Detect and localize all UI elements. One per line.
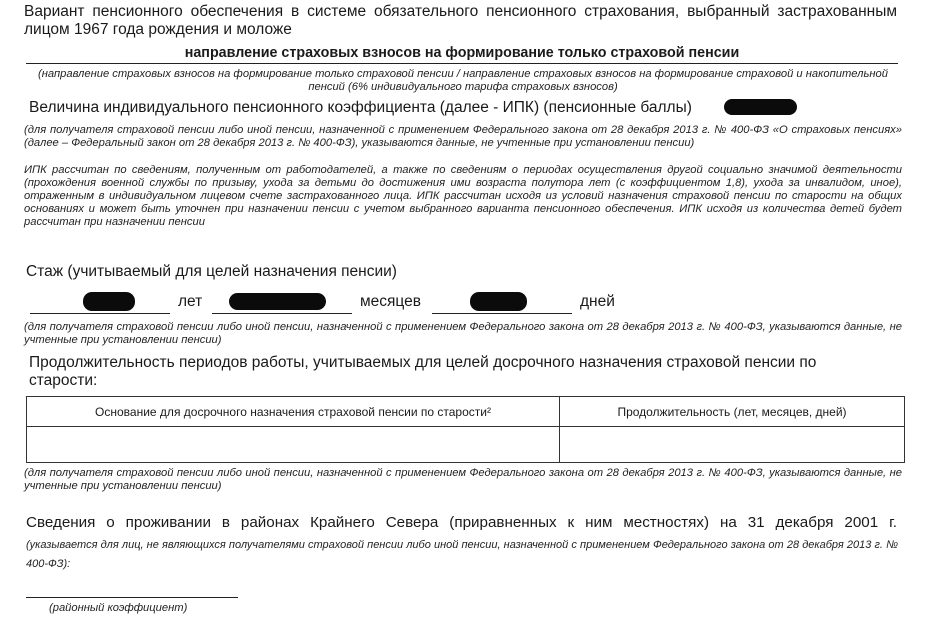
early-periods-label: Продолжительность периодов работы, учитываемых для целей досрочного назначения страховой пенсии по старости:: [29, 354, 817, 389]
coef-caption: (районный коэффициент): [49, 602, 188, 614]
variant-selected-value: направление страховых взносов на формирование только страховой пенсии: [184, 45, 740, 61]
variant-underline: [26, 63, 898, 64]
years-redacted: [83, 292, 135, 311]
north-note: (указывается для лиц, не являющихся получателями страховой пенсии либо иной пенсии, назначенной с применением Федерального закона от 28 декабря 2013 г. № 400-ФЗ):: [26, 539, 898, 570]
stazh-label: Стаж (учитываемый для целей назначения пенсии): [26, 263, 397, 280]
coef-field: [26, 597, 238, 598]
months-label: месяцев: [360, 293, 421, 310]
years-field: [30, 313, 170, 314]
variant-options-note: (направление страховых взносов на формирование только страховой пенсии / направление страховых взносов на формирование страховой и накопительной пенсий (6% индивидуального тарифа страховых взносов): [38, 68, 888, 93]
north-label: Сведения о проживании в районах Крайнего Севера (приравненных к ним местностях) на 31 декабря 2001 г.: [26, 514, 897, 531]
days-label: дней: [580, 293, 615, 310]
days-redacted: [470, 292, 527, 311]
stazh-note: (для получателя страховой пенсии либо иной пенсии, назначенной с применением Федерального закона от 28 декабря 2013 г. № 400-ФЗ, указываются данные, не учтенные при установлении пенсии): [24, 321, 902, 346]
table-row: [27, 427, 905, 463]
years-label: лет: [178, 293, 203, 310]
ipk-note: (для получателя страховой пенсии либо иной пенсии, назначенной с применением Федерального закона от 28 декабря 2013 г. № 400-ФЗ «О страховых пенсиях» (далее – Федеральный закон от 28 декабря 2013 г. № 400-ФЗ), указываются данные, не учтенные при установлении пенсии): [24, 124, 902, 149]
ipk-calculation-note: ИПК рассчитан по сведениям, полученным от работодателей, а также по сведениям о периодах осуществления другой социально значимой деятельности (прохождения военной службы по призыву, ухода за детьми до достижения ими возраста полутора лет (с коэффициентом 1,8), ухода за инвалидом, иное), отраженным в индивидуальном лицевом счете застрахованного лица. ИПК рассчитан исходя из условий назначения страховой пенсии по старости на общих основаниях и может быть уточнен при назначении пенсии с учетом выбранного варианта пенсионного обеспечения. ИПК исходя из количества детей будет рассчитан при назначении пенсии: [24, 164, 902, 228]
table-header-basis: Основание для досрочного назначения страховой пенсии по старости²: [27, 397, 560, 427]
early-periods-note: (для получателя страховой пенсии либо иной пенсии, назначенной с применением Федерального закона от 28 декабря 2013 г. № 400-ФЗ, указываются данные, не учтенные при установлении пенсии): [24, 467, 902, 492]
months-field: [212, 313, 352, 314]
days-field: [432, 313, 572, 314]
ipk-value-redacted: [724, 99, 797, 115]
table-cell-duration[interactable]: [560, 427, 905, 463]
early-periods-table: [26, 396, 905, 463]
table-header-duration: Продолжительность (лет, месяцев, дней): [560, 397, 905, 427]
table-cell-basis[interactable]: [27, 427, 560, 463]
ipk-label: Величина индивидуального пенсионного коэффициента (далее - ИПК) (пенсионные баллы): [29, 99, 692, 116]
months-redacted: [229, 293, 326, 310]
variant-heading: Вариант пенсионного обеспечения в системе обязательного пенсионного страхования, выбранный застрахованным лицом 1967 года рождения и моложе: [24, 3, 897, 38]
